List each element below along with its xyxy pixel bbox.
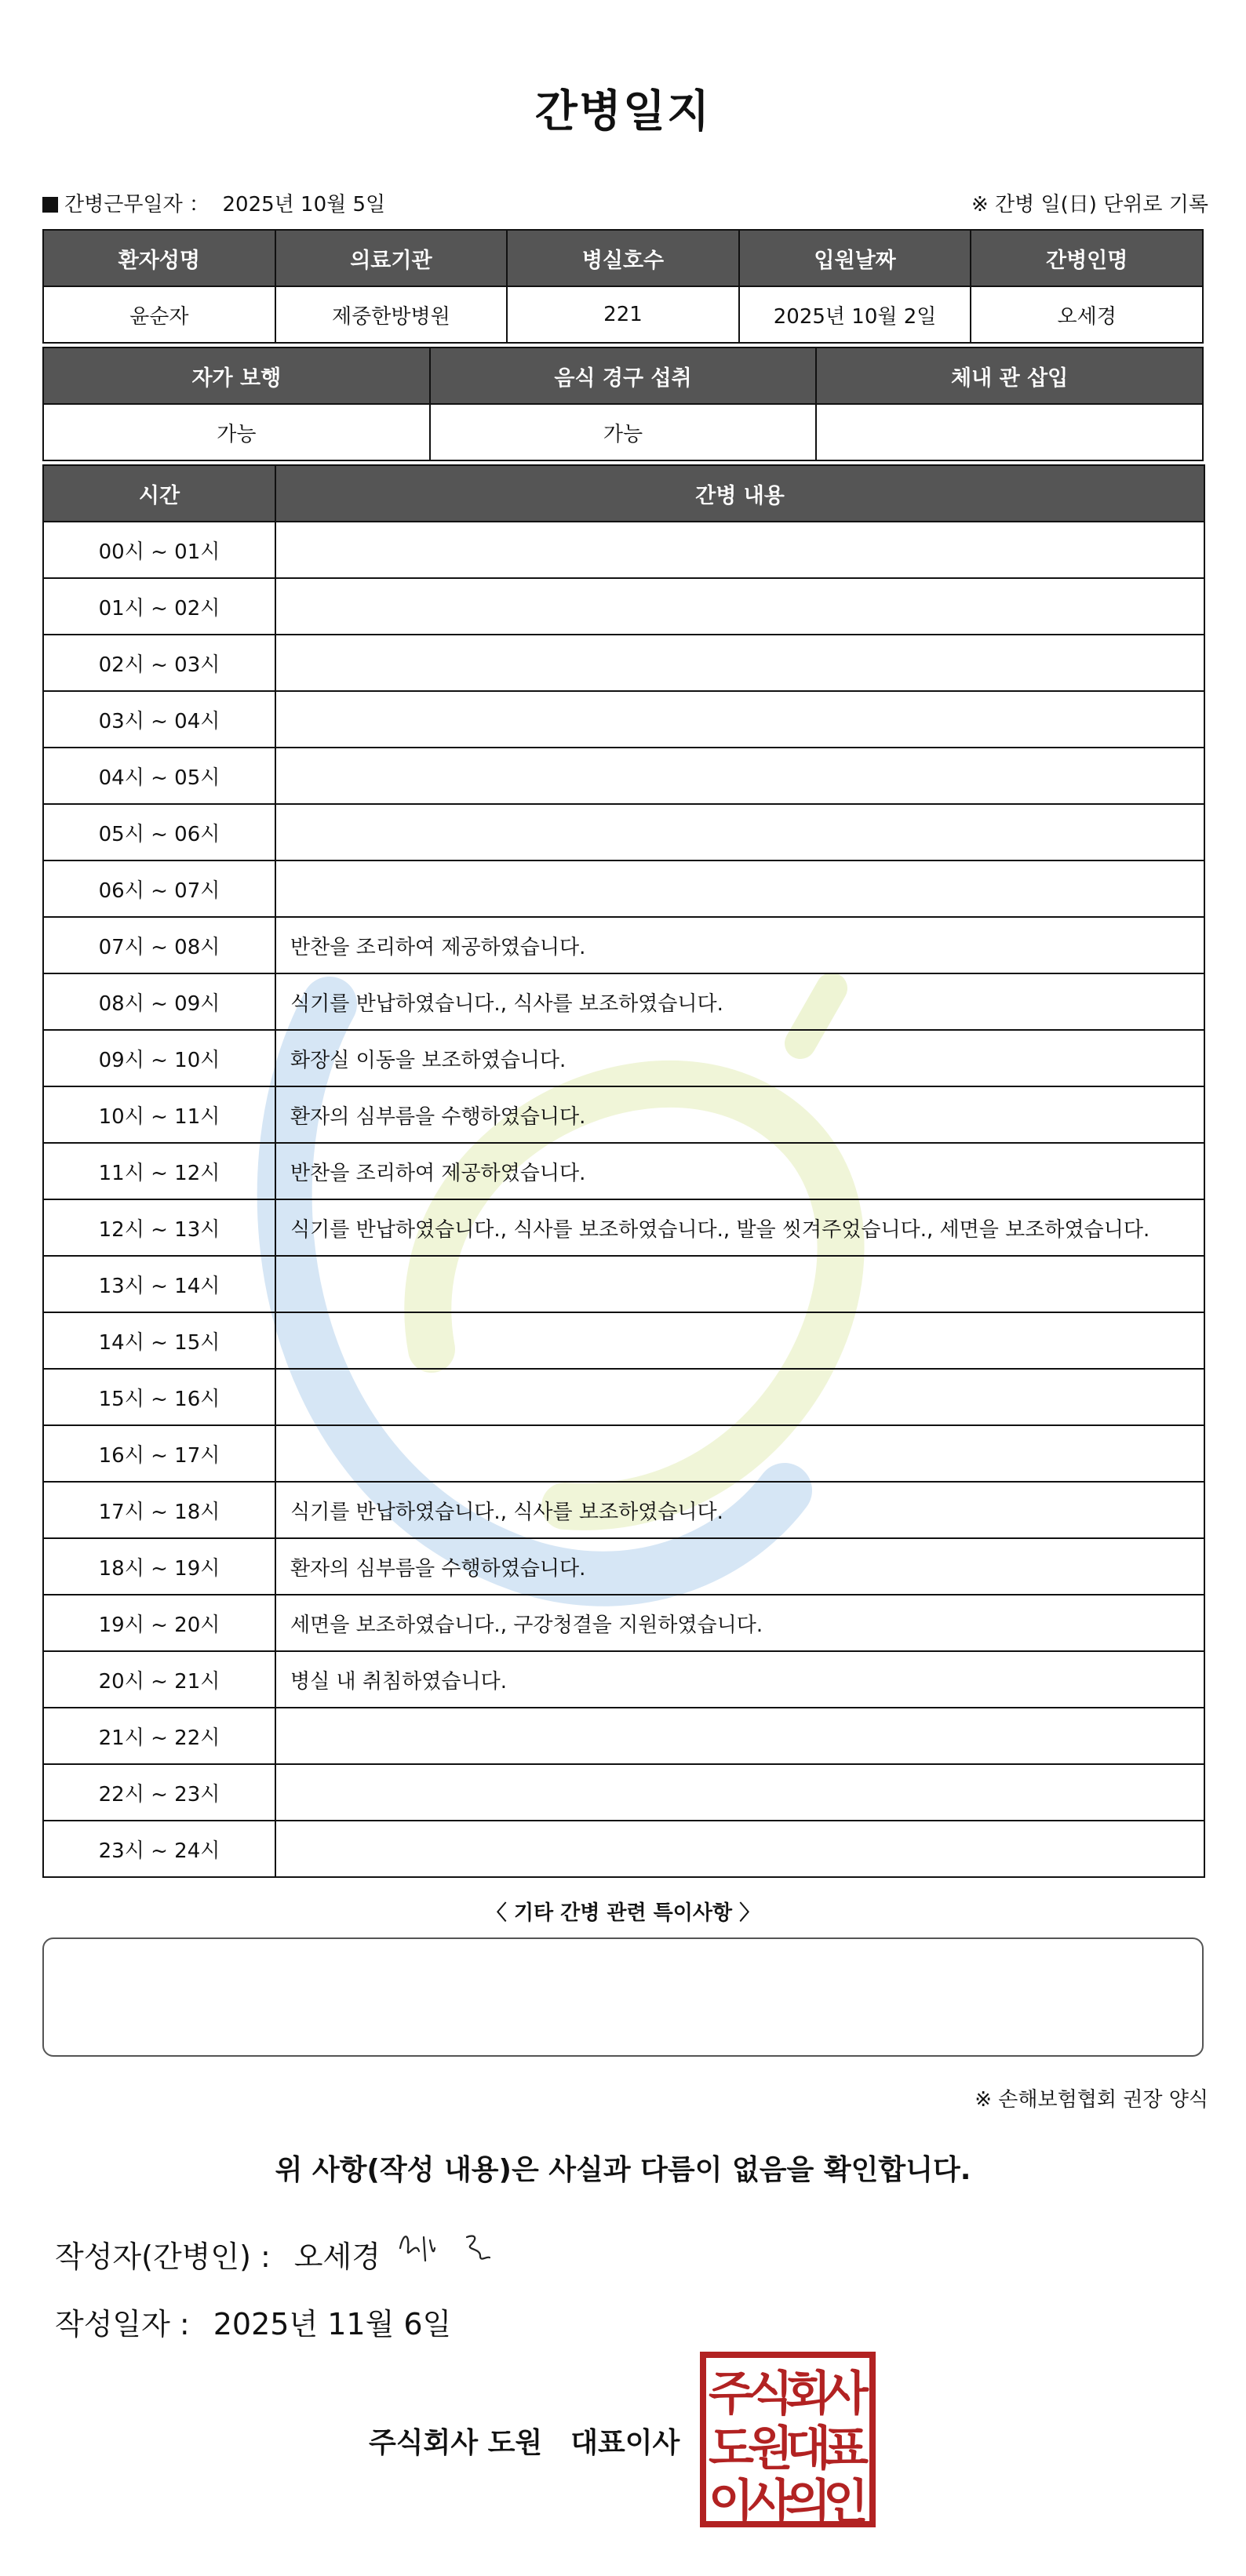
recommend-note: ※ 손해보험협회 권장 양식 [975, 2088, 1208, 2112]
patient-name: 윤순자 [43, 286, 275, 343]
confirmation-statement: 위 사항(작성 내용)은 사실과 다름이 없음을 확인합니다. [275, 2154, 971, 2186]
svg-text:원: 원 [748, 2421, 793, 2476]
svg-text:식: 식 [748, 2367, 793, 2421]
hourly-care-body [43, 522, 1204, 1877]
table-row [43, 1595, 1204, 1651]
table-row [43, 1708, 1204, 1764]
care-content [275, 804, 1204, 860]
written-date-value: 2025년 11월 6일 [213, 2307, 452, 2341]
care-content: 식기를 반납하였습니다., 식사를 보조하였습니다. [275, 1482, 1204, 1538]
svg-text:대: 대 [785, 2421, 831, 2476]
time-slot: 23시 ~ 24시 [43, 1821, 275, 1877]
header-medical-institution: 의료기관 [275, 230, 508, 286]
caregiver-name: 오세경 [971, 286, 1203, 343]
work-date-label: 간병근무일자 ： [64, 193, 209, 216]
self-walking-value: 가능 [43, 404, 430, 460]
company-representative-title: 대표이사 [570, 2427, 680, 2459]
care-content [275, 1369, 1204, 1425]
table-row [43, 917, 1204, 973]
time-slot: 18시 ~ 19시 [43, 1538, 275, 1595]
time-slot: 02시 ~ 03시 [43, 635, 275, 691]
time-slot: 16시 ~ 17시 [43, 1425, 275, 1482]
notes-title: 〈 기타 간병 관련 특이사항 〉 [486, 1901, 760, 1925]
header-room-number: 병실호수 [507, 230, 739, 286]
time-slot: 08시 ~ 09시 [43, 973, 275, 1030]
hourly-care-header-row [43, 465, 1204, 522]
care-content [275, 1425, 1204, 1482]
care-content [275, 691, 1204, 748]
care-content: 환자의 심부름을 수행하였습니다. [275, 1538, 1204, 1595]
care-content: 환자의 심부름을 수행하였습니다. [275, 1086, 1204, 1143]
patient-info-table [42, 229, 1204, 344]
table-row [43, 522, 1204, 578]
svg-text:인: 인 [823, 2475, 869, 2529]
written-date-line [55, 2300, 451, 2343]
table-row [43, 860, 1204, 917]
svg-text:주: 주 [709, 2367, 754, 2421]
hourly-care-table [42, 464, 1205, 1878]
time-slot: 07시 ~ 08시 [43, 917, 275, 973]
work-date-value: 2025년 10월 5일 [222, 193, 386, 216]
writer-name: 오세경 [293, 2239, 381, 2274]
care-content [275, 578, 1204, 635]
patient-status-header-row [43, 347, 1203, 404]
tube-insertion-value [816, 404, 1203, 460]
header-tube-insertion: 체내 관 삽입 [816, 347, 1203, 404]
patient-status-table [42, 347, 1204, 461]
room-number: 221 [507, 286, 739, 343]
time-slot: 14시 ~ 15시 [43, 1312, 275, 1369]
table-row [43, 691, 1204, 748]
time-slot: 11시 ~ 12시 [43, 1143, 275, 1199]
svg-text:표: 표 [823, 2421, 869, 2476]
time-slot: 06시 ~ 07시 [43, 860, 275, 917]
svg-text:이: 이 [709, 2475, 754, 2529]
care-content: 세면을 보조하였습니다., 구강청결을 지원하였습니다. [275, 1595, 1204, 1651]
header-self-walking: 자가 보행 [43, 347, 430, 404]
table-row [43, 1143, 1204, 1199]
header-admission-date: 입원날짜 [739, 230, 971, 286]
time-slot: 19시 ~ 20시 [43, 1595, 275, 1651]
care-content: 병실 내 취침하였습니다. [275, 1651, 1204, 1708]
table-row [43, 1369, 1204, 1425]
table-row [43, 1821, 1204, 1877]
table-row [43, 635, 1204, 691]
time-slot: 20시 ~ 21시 [43, 1651, 275, 1708]
record-note: ※ 간병 일(日) 단위로 기록 [971, 193, 1208, 216]
svg-text:회: 회 [785, 2367, 831, 2421]
table-row [43, 1538, 1204, 1595]
svg-text:사: 사 [748, 2475, 793, 2529]
time-slot: 17시 ~ 18시 [43, 1482, 275, 1538]
care-content: 식기를 반납하였습니다., 식사를 보조하였습니다., 발을 씻겨주었습니다., 세면을 보조하였습니다. [275, 1199, 1204, 1256]
handwritten-signature [392, 2217, 518, 2279]
table-row [43, 1312, 1204, 1369]
care-content [275, 1256, 1204, 1312]
time-slot: 21시 ~ 22시 [43, 1708, 275, 1764]
writer-label: 작성자(간병인) : [55, 2239, 271, 2274]
care-content: 반찬을 조리하여 제공하였습니다. [275, 1143, 1204, 1199]
care-content [275, 1708, 1204, 1764]
table-row [43, 1256, 1204, 1312]
patient-status-value-row [43, 404, 1203, 460]
care-content [275, 522, 1204, 578]
time-slot: 03시 ~ 04시 [43, 691, 275, 748]
time-slot: 22시 ~ 23시 [43, 1764, 275, 1821]
time-slot: 09시 ~ 10시 [43, 1030, 275, 1086]
care-content [275, 1821, 1204, 1877]
patient-info-value-row [43, 286, 1203, 343]
table-row [43, 804, 1204, 860]
writer-line [55, 2232, 381, 2276]
time-slot: 00시 ~ 01시 [43, 522, 275, 578]
table-row [43, 1651, 1204, 1708]
written-date-label: 작성일자 : [55, 2307, 190, 2341]
company-line [369, 2421, 679, 2461]
table-row [43, 1764, 1204, 1821]
table-row [43, 973, 1204, 1030]
table-row [43, 578, 1204, 635]
header-time: 시간 [43, 465, 275, 522]
time-slot: 15시 ~ 16시 [43, 1369, 275, 1425]
header-patient-name: 환자성명 [43, 230, 275, 286]
header-care-content: 간병 내용 [275, 465, 1204, 522]
table-row [43, 1482, 1204, 1538]
care-content [275, 860, 1204, 917]
time-slot: 10시 ~ 11시 [43, 1086, 275, 1143]
header-caregiver-name: 간병인명 [971, 230, 1203, 286]
time-slot: 12시 ~ 13시 [43, 1199, 275, 1256]
time-slot: 01시 ~ 02시 [43, 578, 275, 635]
admission-date: 2025년 10월 2일 [739, 286, 971, 343]
company-seal-stamp [698, 2350, 877, 2529]
work-date-line [42, 188, 385, 217]
table-row [43, 1030, 1204, 1086]
black-square-icon [42, 197, 58, 213]
care-content: 식기를 반납하였습니다., 식사를 보조하였습니다. [275, 973, 1204, 1030]
care-content [275, 1764, 1204, 1821]
document-title: 간병일지 [534, 86, 712, 137]
time-slot: 05시 ~ 06시 [43, 804, 275, 860]
table-row [43, 1199, 1204, 1256]
svg-text:사: 사 [823, 2367, 869, 2421]
patient-info-header-row [43, 230, 1203, 286]
care-content: 반찬을 조리하여 제공하였습니다. [275, 917, 1204, 973]
company-name: 주식회사 도원 [369, 2427, 543, 2459]
time-slot: 13시 ~ 14시 [43, 1256, 275, 1312]
table-row [43, 1086, 1204, 1143]
care-content [275, 1312, 1204, 1369]
oral-intake-value: 가능 [430, 404, 817, 460]
svg-text:의: 의 [785, 2475, 831, 2529]
medical-institution: 제중한방병원 [275, 286, 508, 343]
time-slot: 04시 ~ 05시 [43, 748, 275, 804]
svg-text:도: 도 [709, 2421, 754, 2476]
notes-box [42, 1937, 1204, 2057]
header-oral-intake: 음식 경구 섭취 [430, 347, 817, 404]
table-row [43, 1425, 1204, 1482]
table-row [43, 748, 1204, 804]
care-content [275, 635, 1204, 691]
care-content: 화장실 이동을 보조하였습니다. [275, 1030, 1204, 1086]
care-content [275, 748, 1204, 804]
